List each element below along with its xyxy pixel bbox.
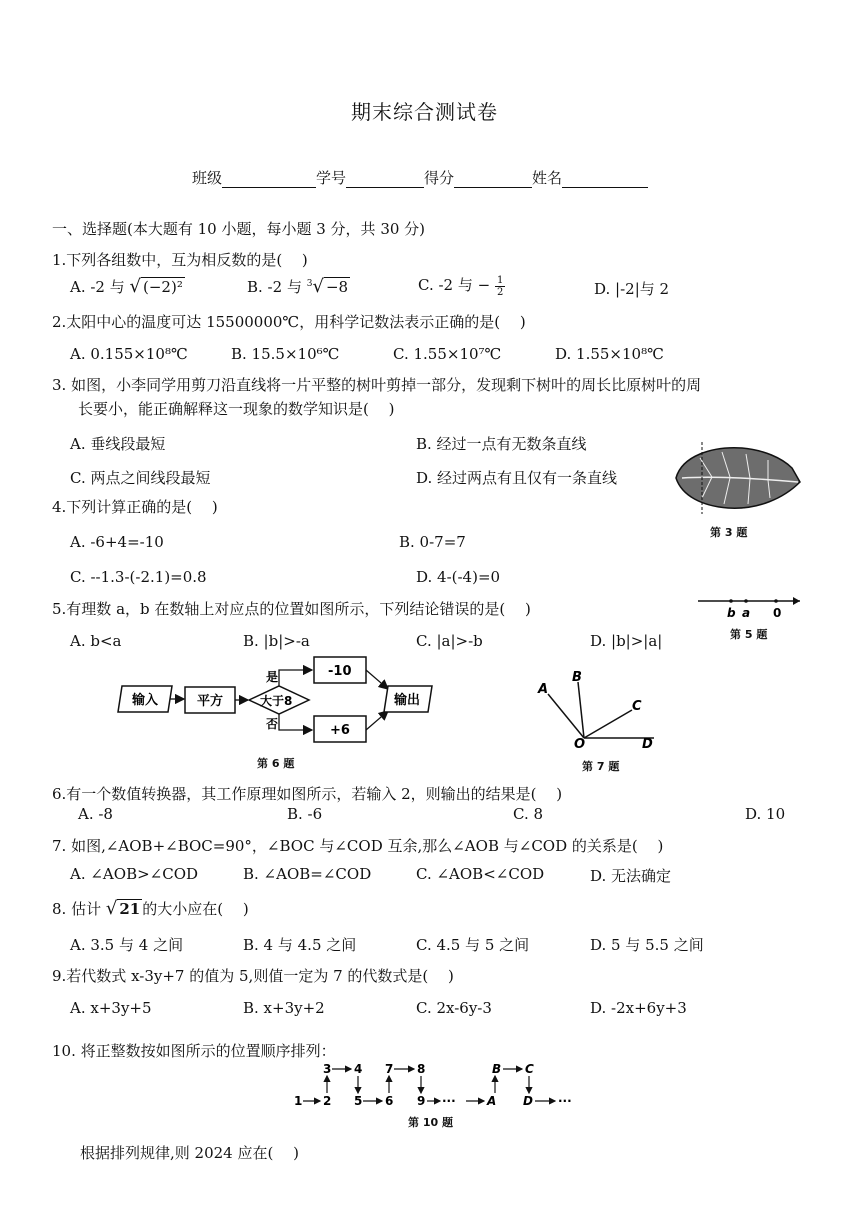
minus-label: -10 [328, 664, 352, 679]
question-5-stem: 5.有理数 a，b 在数轴上对应点的位置如图所示，下列结论错误的是( ) [52, 600, 531, 618]
label-zero: 0 [773, 606, 782, 620]
question-2-option-a[interactable]: A. 0.155×10⁸℃ [70, 345, 188, 363]
student-id-label: 学号 [316, 169, 347, 187]
question-2-option-c[interactable]: C. 1.55×10⁷℃ [393, 345, 502, 363]
sequence-figure [290, 1060, 610, 1110]
question-2-option-d[interactable]: D. 1.55×10⁸℃ [555, 345, 664, 363]
label-a: a [742, 606, 751, 620]
seq-7: 7 [385, 1062, 394, 1076]
question-7-option-b[interactable]: B. ∠AOB=∠COD [243, 865, 372, 883]
class-label: 班级 [192, 169, 223, 187]
figure-7-caption: 第 7 题 [582, 760, 620, 773]
name-blank [562, 172, 648, 188]
figure-5-caption: 第 5 题 [730, 628, 768, 641]
question-3-option-c[interactable]: C. 两点之间线段最短 [70, 469, 211, 487]
radicand: (−2)² [143, 278, 183, 296]
section-heading: 一、选择题(本大题有 10 小题，每小题 3 分，共 30 分) [52, 220, 426, 238]
point-c: C [632, 699, 642, 714]
question-9-option-d[interactable]: D. -2x+6y+3 [590, 999, 687, 1017]
root-index: 3 [306, 279, 313, 289]
seq-5: 5 [354, 1094, 363, 1108]
denominator: 2 [496, 286, 504, 298]
seq-ellipsis-1: ··· [442, 1094, 456, 1108]
figure-3-caption: 第 3 题 [710, 526, 748, 539]
question-4-option-b[interactable]: B. 0-7=7 [399, 533, 466, 551]
name-label: 姓名 [532, 169, 563, 187]
seq-3: 3 [323, 1062, 332, 1076]
question-6-stem: 6.有一个数值转换器，其工作原理如图所示，若输入 2，则输出的结果是( ) [52, 785, 563, 803]
question-6-option-d[interactable]: D. 10 [745, 805, 786, 823]
question-7-option-d[interactable]: D. 无法确定 [590, 867, 672, 885]
seq-6: 6 [385, 1094, 394, 1108]
no-label: 否 [266, 717, 279, 731]
fraction [495, 275, 505, 298]
question-8-option-b[interactable]: B. 4 与 4.5 之间 [243, 936, 357, 954]
question-4-option-c[interactable]: C. --1.3-(-2.1)=0.8 [70, 568, 207, 586]
plus-label: +6 [330, 723, 350, 738]
question-2-option-b[interactable]: B. 15.5×10⁶℃ [231, 345, 340, 363]
radicand: −8 [325, 278, 349, 296]
question-4-option-d[interactable]: D. 4-(-4)=0 [416, 568, 501, 586]
question-5-option-d[interactable]: D. |b|>|a| [590, 632, 663, 650]
question-4-option-a[interactable]: A. -6+4=-10 [70, 533, 164, 551]
seq-1: 1 [294, 1094, 303, 1108]
question-3-stem-line1: 3. 如图，小李同学用剪刀沿直线将一片平整的树叶剪掉一部分，发现剩下树叶的周长比原树叶的周 [52, 376, 702, 394]
question-1-option-b[interactable] [247, 276, 350, 297]
question-8-option-d[interactable]: D. 5 与 5.5 之间 [590, 936, 704, 954]
seq-2: 2 [323, 1094, 332, 1108]
question-5-option-a[interactable]: A. b<a [70, 632, 122, 650]
cbrt-symbol: √ [312, 276, 324, 297]
seq-8: 8 [417, 1062, 426, 1076]
question-7-option-c[interactable]: C. ∠AOB<∠COD [416, 865, 545, 883]
figure-10-caption: 第 10 题 [408, 1116, 453, 1129]
seq-c: C [525, 1062, 534, 1076]
question-3-option-d[interactable]: D. 经过两点有且仅有一条直线 [416, 469, 618, 487]
seq-ellipsis-2: ··· [558, 1094, 572, 1108]
question-8-option-a[interactable]: A. 3.5 与 4 之间 [70, 936, 184, 954]
class-blank [222, 172, 316, 188]
seq-a: A [487, 1094, 497, 1108]
question-9-stem: 9.若代数式 x-3y+7 的值为 5,则值一定为 7 的代数式是( ) [52, 967, 454, 985]
question-3-stem-line2: 长要小，能正确解释这一现象的数学知识是( ) [78, 400, 395, 418]
point-a: A [538, 682, 549, 697]
question-7-stem: 7. 如图,∠AOB+∠BOC=90°，∠BOC 与∠COD 互余,那么∠AOB 与∠COD 的关系是( ) [52, 837, 664, 855]
numerator: 1 [496, 274, 504, 286]
question-4-stem: 4.下列计算正确的是( ) [52, 498, 218, 516]
question-9-option-a[interactable]: A. x+3y+5 [70, 999, 152, 1017]
score-label: 得分 [424, 169, 455, 187]
sqrt-symbol: √ [129, 276, 142, 297]
radicand: 21 [119, 900, 141, 918]
question-9-option-b[interactable]: B. x+3y+2 [243, 999, 325, 1017]
label-b: b [727, 606, 736, 620]
seq-b: B [492, 1062, 502, 1076]
question-1-option-a[interactable] [70, 276, 185, 297]
point-d: D [642, 737, 653, 750]
question-1-option-d[interactable]: D. |-2|与 2 [594, 280, 670, 298]
question-10-followup: 根据排列规律,则 2024 应在( ) [80, 1144, 299, 1162]
student-info-line [192, 167, 648, 188]
seq-4: 4 [354, 1062, 363, 1076]
question-10-stem: 10. 将正整数按如图所示的位置顺序排列： [52, 1042, 336, 1060]
question-9-option-c[interactable]: C. 2x-6y-3 [416, 999, 492, 1017]
stem-prefix: 8. 估计 [52, 900, 102, 918]
option-a-text: A. -2 与 [70, 278, 125, 296]
question-8-stem [52, 898, 249, 919]
student-id-blank [346, 172, 424, 188]
stem-suffix: 的大小应在( ) [142, 900, 249, 918]
question-8-option-c[interactable]: C. 4.5 与 5 之间 [416, 936, 530, 954]
input-label: 输入 [132, 693, 159, 708]
condition-label: 大于8 [260, 694, 293, 708]
question-5-option-b[interactable]: B. |b|>-a [243, 632, 310, 650]
question-6-option-b[interactable]: B. -6 [287, 805, 323, 823]
question-1-stem: 1.下列各组数中，互为相反数的是( ) [52, 251, 308, 269]
seq-d: D [523, 1094, 533, 1108]
square-label: 平方 [197, 694, 224, 709]
flowchart-figure [112, 654, 452, 746]
point-o: O [574, 737, 586, 750]
question-3-option-b[interactable]: B. 经过一点有无数条直线 [416, 435, 587, 453]
angle-figure [534, 666, 664, 750]
question-7-option-a[interactable]: A. ∠AOB>∠COD [70, 865, 199, 883]
leaf-figure [672, 442, 802, 514]
option-c-text: C. -2 与 − [418, 276, 491, 294]
sqrt-symbol: √ [105, 898, 118, 919]
question-6-option-a[interactable]: A. -8 [78, 805, 113, 823]
yes-label: 是 [266, 670, 279, 684]
question-2-stem: 2.太阳中心的温度可达 15500000℃，用科学记数法表示正确的是( ) [52, 313, 526, 331]
option-b-text: B. -2 与 [247, 278, 302, 296]
page-title: 期末综合测试卷 [351, 100, 498, 124]
score-blank [454, 172, 532, 188]
question-3-option-a[interactable]: A. 垂线段最短 [70, 435, 166, 453]
question-5-option-c[interactable]: C. |a|>-b [416, 632, 483, 650]
figure-6-caption: 第 6 题 [257, 757, 295, 770]
seq-9: 9 [417, 1094, 426, 1108]
point-b: B [572, 670, 582, 685]
output-label: 输出 [394, 693, 421, 708]
number-line-figure [696, 592, 806, 622]
question-6-option-c[interactable]: C. 8 [513, 805, 544, 823]
question-1-option-c[interactable] [418, 274, 505, 298]
